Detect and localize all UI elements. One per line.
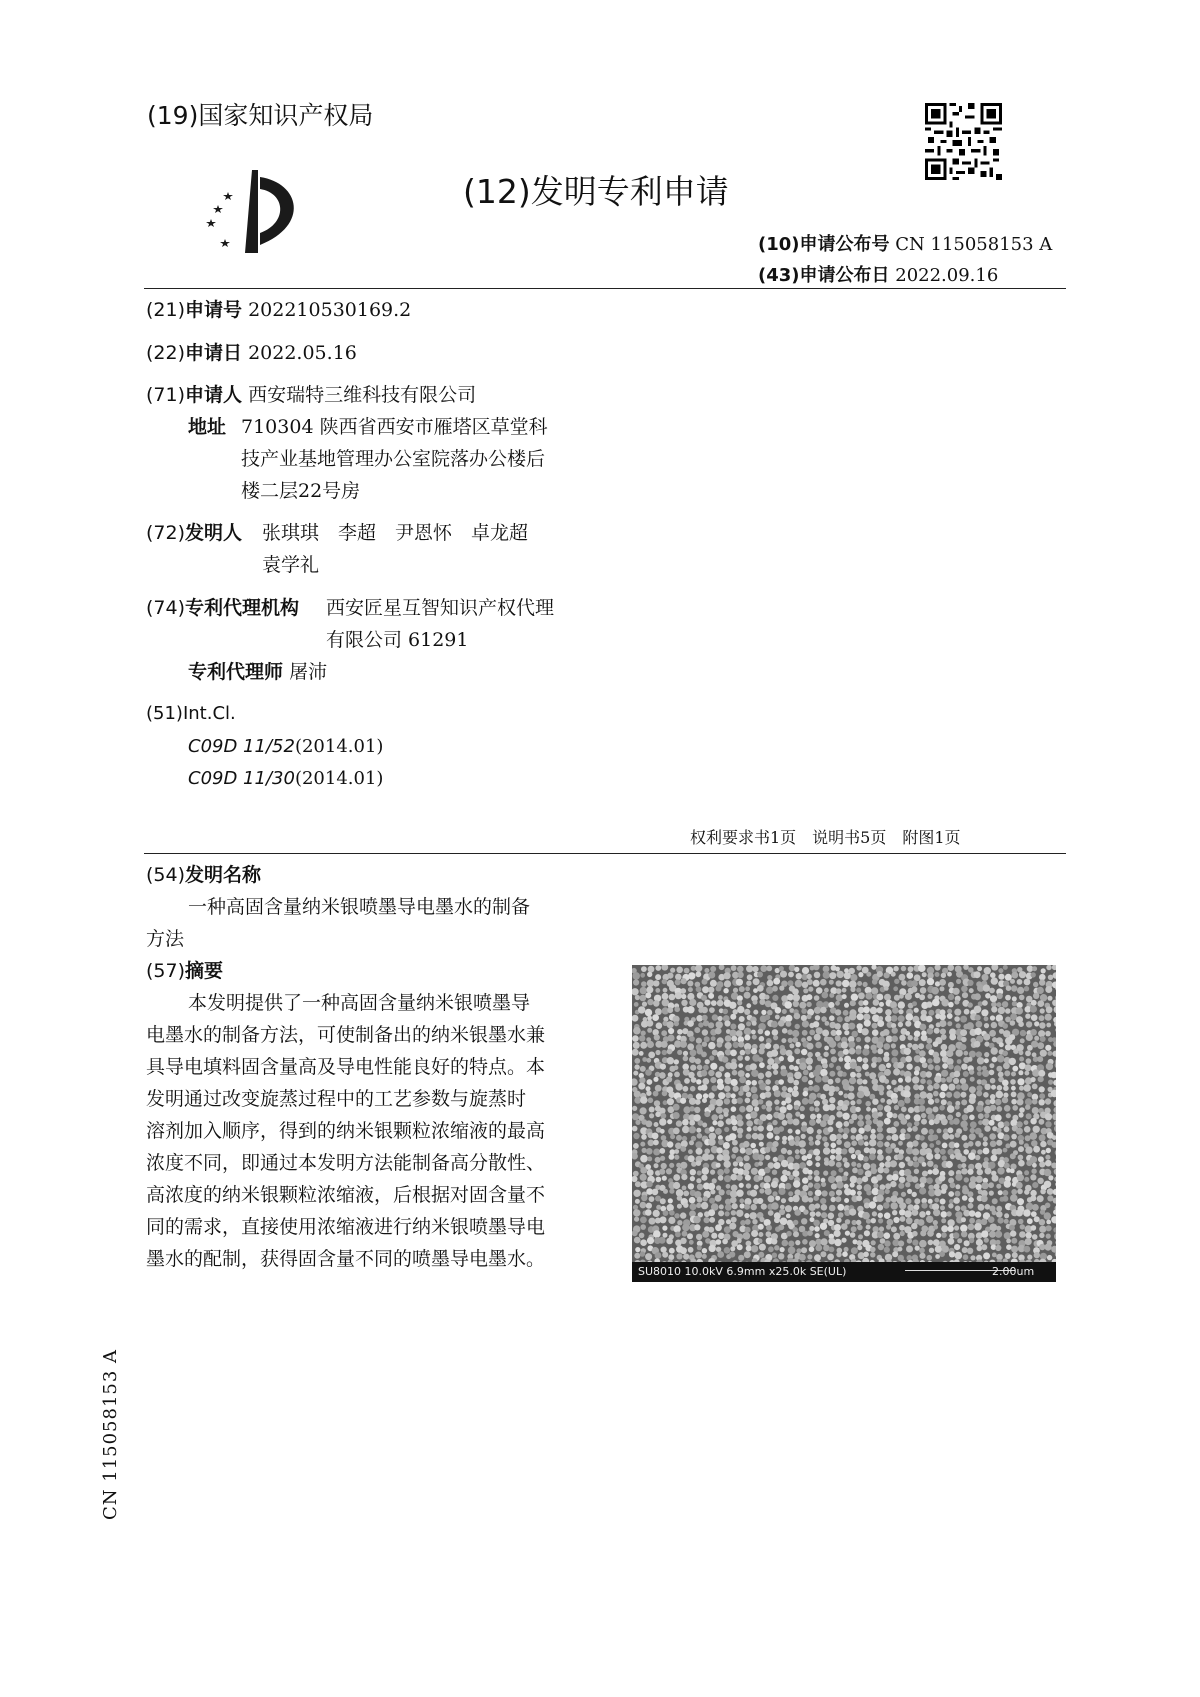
inventors-value-cont [262, 549, 319, 581]
abstract-line: 同的需求，直接使用浓缩液进行纳米银喷墨导电 [146, 1216, 546, 1238]
filing-date: 2022.05.16 [248, 342, 357, 364]
inventors-label: (72)发明人 [146, 522, 243, 544]
abstract-line: 高浓度的纳米银颗粒浓缩液，后根据对固含量不 [146, 1184, 546, 1206]
ipc-class: C09D 11/30 [188, 768, 295, 789]
publication-date-label: (43)申请公布日 [758, 265, 890, 286]
qr-code [925, 103, 1002, 180]
page-counts: 权利要求书1页 说明书5页 附图1页 [690, 828, 961, 847]
ipc-version: (2014.01) [294, 736, 384, 757]
publication-date-row [758, 261, 998, 287]
title-line: 方法 [146, 928, 185, 950]
agency-label: (74)专利代理机构 [146, 597, 300, 619]
publication-date: 2022.09.16 [895, 265, 999, 286]
ipc-version: (2014.01) [294, 768, 384, 789]
agency-line: 西安匠星互智知识产权代理 [326, 597, 555, 619]
side-publication-number: CN 115058153 A [100, 1348, 121, 1520]
document-kind: (12)发明专利申请 [463, 172, 729, 211]
sem-info-text: SU8010 10.0kV 6.9mm x25.0k SE(UL) [638, 1265, 847, 1278]
application-number-field: (21)申请号 202210530169.2 [146, 299, 412, 321]
abstract-line: 溶剂加入顺序，得到的纳米银颗粒浓缩液的最高 [146, 1120, 546, 1142]
agent-name: 屠沛 [289, 661, 328, 683]
filing-date-field: (22)申请日 2022.05.16 [146, 342, 357, 364]
abstract-line: 墨水的配制，获得固含量不同的喷墨导电墨水。 [146, 1248, 546, 1270]
title-line: 一种高固含量纳米银喷墨导电墨水的制备 [188, 896, 531, 918]
abstract-heading: (57)摘要 [146, 960, 224, 982]
agency-value [326, 592, 554, 656]
inventors-line: 袁学礼 [262, 554, 320, 576]
invention-title [146, 891, 586, 955]
publication-number-label: (10)申请公布号 [758, 234, 890, 255]
ipc-class-row [188, 731, 383, 763]
ipc-class: C09D 11/52 [188, 736, 295, 757]
publication-number: CN 115058153 A [895, 234, 1053, 255]
abstract-line: 发明通过改变旋蒸过程中的工艺参数与旋蒸时 [146, 1088, 527, 1110]
applicant-field: (71)申请人 西安瑞特三维科技有限公司 [146, 384, 477, 406]
title-heading: (54)发明名称 [146, 864, 262, 886]
agent-field: 专利代理师 屠沛 [188, 661, 328, 683]
scale-label: 2.00um [992, 1265, 1035, 1278]
sem-micrograph [632, 965, 1056, 1282]
address-value [241, 411, 548, 507]
office-name: (19)国家知识产权局 [147, 101, 374, 130]
abstract-text [146, 987, 596, 1275]
ipc-class-row [188, 763, 383, 795]
header-divider [144, 288, 1066, 289]
abstract-line: 浓度不同，即通过本发明方法能制备高分散性、 [146, 1152, 546, 1174]
address-line: 710304 陕西省西安市雁塔区草堂科 [241, 416, 548, 438]
abstract-line: 本发明提供了一种高固含量纳米银喷墨导 [188, 992, 531, 1014]
publication-number-row [758, 230, 1052, 256]
abstract-line: 具导电填料固含量高及导电性能良好的特点。本 [146, 1056, 546, 1078]
address-line: 技产业基地管理办公室院落办公楼后 [241, 448, 546, 470]
cnipa-logo [200, 165, 310, 255]
section-divider [144, 853, 1066, 854]
address-label: 地址 [188, 416, 227, 438]
sem-info-bar [632, 1262, 1056, 1282]
application-number: 202210530169.2 [248, 299, 412, 321]
abstract-line: 电墨水的制备方法，可使制备出的纳米银墨水兼 [146, 1024, 546, 1046]
address-line: 楼二层22号房 [241, 480, 361, 502]
applicant-name: 西安瑞特三维科技有限公司 [248, 384, 477, 406]
int-cl-label: (51)Int.Cl. [146, 703, 236, 724]
agency-line: 有限公司 61291 [326, 629, 469, 651]
inventors-line: 张琪琪 李超 尹恩怀 卓龙超 [262, 522, 529, 544]
inventors-value [262, 517, 528, 549]
